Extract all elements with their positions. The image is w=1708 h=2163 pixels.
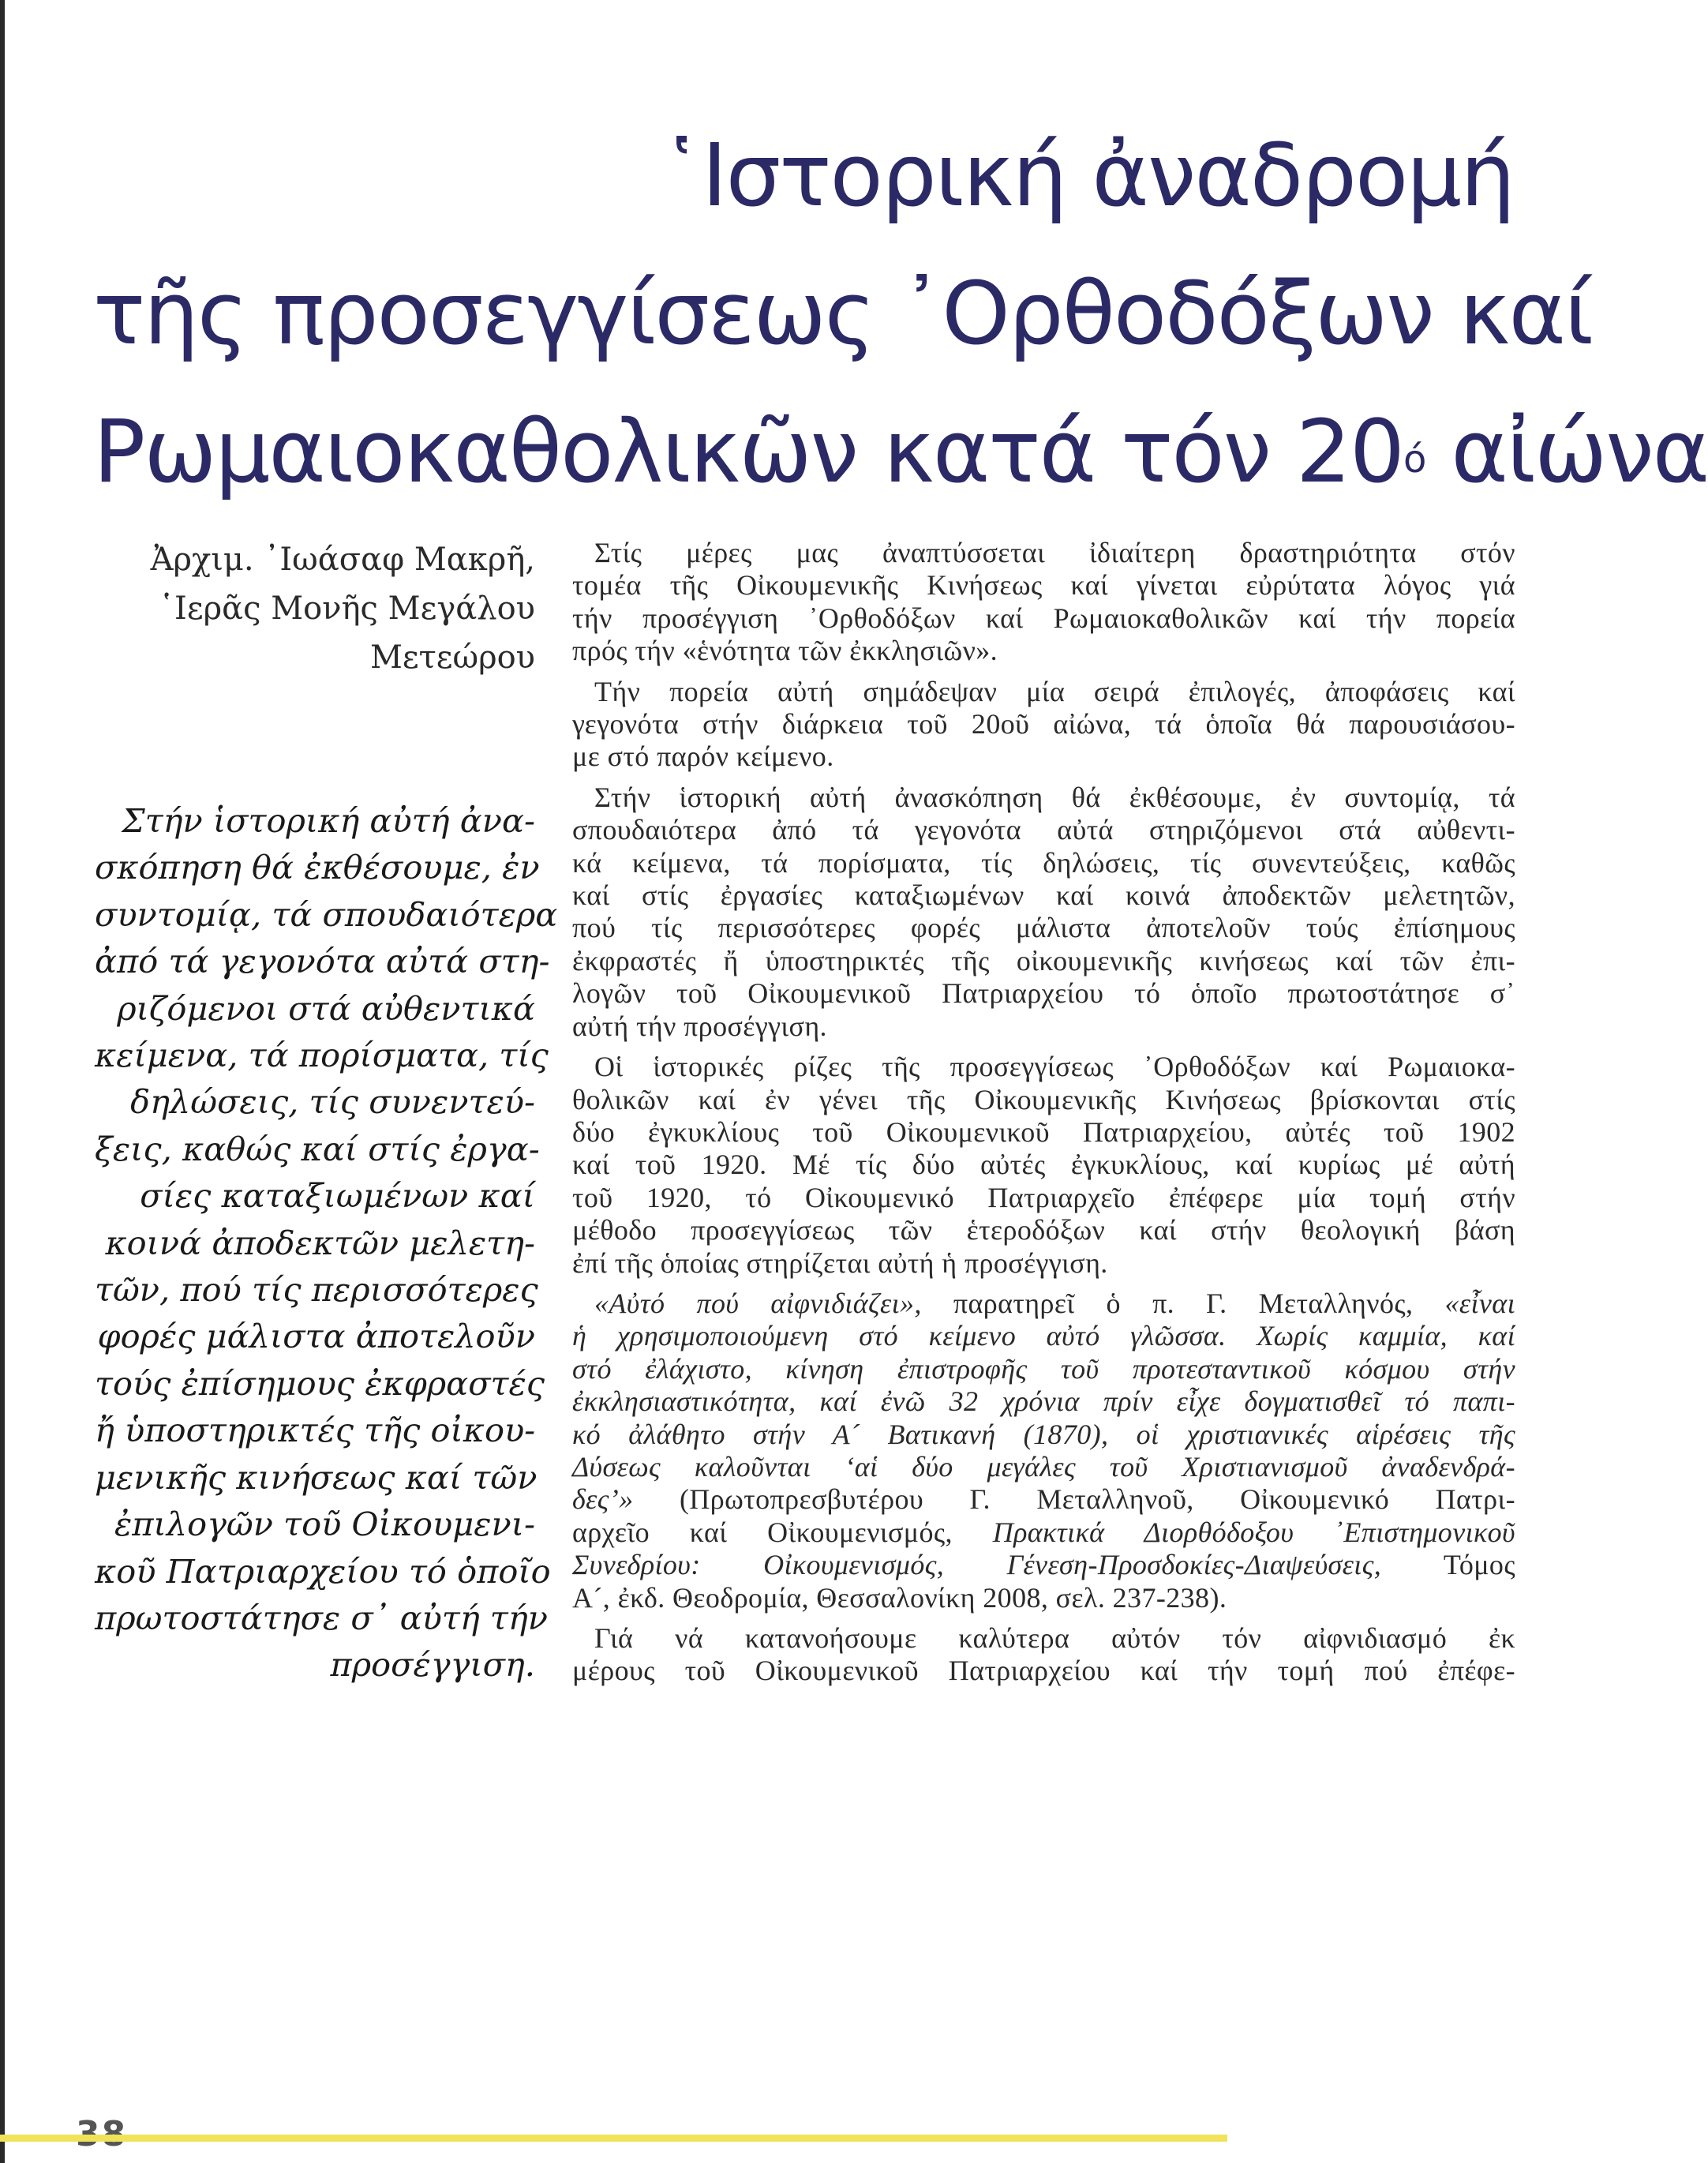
paragraph-5-quote <box>572 1288 1515 1614</box>
title-line-3-main: Ρωμαιοκαθολικῶν κατά τόν 20 <box>93 401 1404 502</box>
abstract-line: κοινά ἀποδεκτῶν μελετη- <box>105 1223 535 1262</box>
text-line: δύο ἐγκυκλίους τοῦ Οἰκουμενικοῦ Πατριαρχείου, αὐτές τοῦ 1902 <box>572 1115 1515 1148</box>
abstract-line: σκόπηση θά ἐκθέσουμε, ἐν <box>95 848 540 887</box>
paragraph-6 <box>572 1622 1515 1688</box>
abstract-line: Στήν ἱστορική αὐτή ἀνα- <box>122 801 535 840</box>
abstract-line: προσέγγιση. <box>330 1645 535 1685</box>
text-line <box>572 1516 1515 1549</box>
text-line: πού τίς περισσότερες φορές μάλιστα ἀποτελοῦν τούς ἐπίσημους <box>572 912 1515 944</box>
text-line: γεγονότα στήν διάρκεια τοῦ 20οῦ αἰώνα, τά ὁποῖα θά παρουσιάσου- <box>572 708 1515 740</box>
text-line: πρός τήν «ἑνότητα τῶν ἐκκλησιῶν». <box>572 635 998 667</box>
abstract-line: τούς ἐπίσημους ἐκφραστές <box>95 1363 545 1403</box>
text-line: τήν προσέγγιση ᾿Ορθοδόξων καί Ρωμαιοκαθολικῶν καί τήν πορεία <box>572 602 1515 634</box>
abstract-line: τῶν, πού τίς περισσότερες <box>95 1270 538 1310</box>
title-line-3-end: αἰώνα <box>1425 401 1708 502</box>
body-text-column <box>572 537 1515 1696</box>
quote-line: ἡ χρησιμοποιούμενη στό κείμενο αὐτό γλῶσσα. Χωρίς καμμία, καί <box>572 1320 1515 1352</box>
text-line: Τήν πορεία αὐτή σημάδεψαν μία σειρά ἐπιλογές, ἀποφάσεις καί <box>594 675 1515 707</box>
abstract-line: ἤ ὑποστηρικτές τῆς οἰκου- <box>95 1411 536 1450</box>
article-title <box>93 107 1708 521</box>
citation-title: Πρακτικά Διορθόδοξου ᾿Επιστημονικοῦ <box>992 1516 1515 1548</box>
abstract-line: δηλώσεις, τίς συνεντεύ- <box>130 1082 535 1122</box>
quote-line: στό ἐλάχιστο, κίνηση ἐπιστροφῆς τοῦ προτεσταντικοῦ κόσμου στήν <box>572 1352 1515 1385</box>
text-line: θολικῶν καί ἐν γένει τῆς Οἰκουμενικῆς Κινήσεως βρίσκονται στίς <box>572 1083 1515 1115</box>
title-superscript: ό <box>1403 437 1425 482</box>
text-line: σπουδαιότερα ἀπό τά γεγονότα αὐτά στηριζόμενοι στά αὐθεντι- <box>572 814 1515 846</box>
author-name: Ἀρχιμ. ᾿Ιωάσαφ Μακρῆ, <box>150 542 535 578</box>
text-line <box>572 1288 1515 1320</box>
quote-line: Δύσεως καλοῦνται ‘αἱ δύο μεγάλες τοῦ Χριστιανισμοῦ ἀναδενδρά- <box>572 1450 1515 1483</box>
text-fragment: Τόμος <box>1381 1549 1515 1581</box>
author-byline <box>79 535 535 682</box>
text-line: ἐκφραστές ἤ ὑποστηρικτές τῆς οἰκουμενικῆς κινήσεως καί τῶν ἐπι- <box>572 944 1515 977</box>
text-line: μέθοδο προσεγγίσεως τῶν ἑτεροδόξων καί στήν θεολογική βάση <box>572 1214 1515 1246</box>
title-line-3 <box>93 383 1708 521</box>
text-line: κά κείμενα, τά πορίσματα, τίς δηλώσεις, τίς συνεντεύξεις, καθῶς <box>572 846 1515 879</box>
text-line: καί τοῦ 1920. Μέ τίς δύο αὐτές ἐγκυκλίους, καί κυρίως μέ αὐτή <box>572 1149 1515 1181</box>
abstract-line: ἐπιλογῶν τοῦ Οἰκουμενι- <box>114 1505 535 1544</box>
text-line <box>572 1483 1515 1516</box>
abstract-line: ἀπό τά γεγονότα αὐτά στη- <box>95 942 550 981</box>
text-line: μέρους τοῦ Οἰκουμενικοῦ Πατριαρχείου καί τήν τομή πού ἐπέφε- <box>572 1655 1515 1687</box>
text-fragment: αρχεῖο καί Οἰκουμενισμός, <box>572 1516 993 1548</box>
text-line: τοῦ 1920, τό Οἰκουμενικό Πατριαρχεῖο ἐπέφερε μία τομή στήν <box>572 1181 1515 1213</box>
text-line: λογῶν τοῦ Οἰκουμενικοῦ Πατριαρχείου τό ὁποῖο πρωτοστάτησε σ᾿ <box>572 977 1515 1010</box>
title-line-1: ῾Ιστορική ἀναδρομή <box>660 125 1514 226</box>
abstract-line: κοῦ Πατριαρχείου τό ὁποῖο <box>95 1551 551 1591</box>
text-line: αὐτή τήν προσέγγιση. <box>572 1010 827 1042</box>
quote-line: ἐκκλησιαστικότητα, καί ἐνῶ 32 χρόνια πρίν εἶχε δογματισθεῖ τό παπι- <box>572 1385 1515 1418</box>
text-line: Στήν ἱστορική αὐτή ἀνασκόπηση θά ἐκθέσουμε, ἐν συντομίᾳ, τά <box>594 781 1515 813</box>
citation-title: Συνεδρίου: Οἰκουμενισμός, Γένεση-Προσδοκίες-Διαψεύσεις, <box>572 1549 1382 1581</box>
abstract-line: κείμενα, τά πορίσματα, τίς <box>95 1036 549 1075</box>
quote-line: κό ἀλάθητο στήν Α´ Βατικανή (1870), οἱ χριστιανικές αἱρέσεις τῆς <box>572 1418 1515 1450</box>
paragraph-2 <box>572 676 1515 774</box>
abstract-line: σίες καταξιωμένων καί <box>140 1176 535 1216</box>
text-line: Στίς μέρες μας ἀναπτύσσεται ἰδιαίτερη δραστηριότητα στόν <box>594 537 1515 568</box>
text-line: με στό παρόν κείμενο. <box>572 740 834 773</box>
abstract-line: ξεις, καθώς καί στίς ἐργα- <box>95 1129 540 1168</box>
abstract-line: φορές μάλιστα ἀποτελοῦν <box>97 1317 535 1356</box>
paragraph-4 <box>572 1051 1515 1280</box>
text-line: καί στίς ἐργασίες καταξιωμένων καί κοινά ἀποδεκτῶν μελετητῶν, <box>572 879 1515 912</box>
text-line: ἐπί τῆς ὁποίας στηρίζεται αὐτή ἡ προσέγγιση. <box>572 1246 1108 1279</box>
title-line-2: τῆς προσεγγίσεως ᾿Ορθοδόξων καί <box>93 263 1593 364</box>
author-affiliation-2: Μετεώρου <box>369 639 535 676</box>
text-line: Οἱ ἱστορικές ρίζες τῆς προσεγγίσεως ᾿Ορθοδόξων καί Ρωμαιοκα- <box>594 1051 1515 1083</box>
paragraph-1 <box>572 537 1515 668</box>
quote-fragment: «εἶναι <box>1444 1287 1515 1319</box>
text-line: τομέα τῆς Οἰκουμενικῆς Κινήσεως καί γίνεται εὐρύτατα λόγος γιά <box>572 569 1515 602</box>
quote-fragment: «Αὐτό πού αἰφνιδιάζει», <box>594 1287 922 1319</box>
text-fragment: (Πρωτοπρεσβυτέρου Γ. Μεταλληνοῦ, Οἰκουμενικό Πατρι- <box>633 1483 1515 1516</box>
abstract-pullquote <box>95 797 558 1689</box>
text-fragment: παρατηρεῖ ὁ π. Γ. Μεταλληνός, <box>921 1287 1445 1319</box>
abstract-line: πρωτοστάτησε σ᾿ αὐτή τήν <box>95 1598 548 1637</box>
quote-fragment: δες’» <box>572 1483 634 1516</box>
abstract-line: μενικῆς κινήσεως καί τῶν <box>95 1457 537 1497</box>
text-line <box>572 1549 1515 1581</box>
author-affiliation-1: ῾Ιερᾶς Μονῆς Μεγάλου <box>159 590 535 627</box>
abstract-line: συντομίᾳ, τά σπουδαιότερα <box>95 894 558 934</box>
page-binding-edge <box>0 0 5 2163</box>
paragraph-3 <box>572 782 1515 1043</box>
abstract-line: ριζόμενοι στά αὐθεντικά <box>117 988 535 1028</box>
footer-accent-bar <box>0 2135 1227 2142</box>
text-line: Α´, ἐκδ. Θεοδρομία, Θεσσαλονίκη 2008, σελ. 237-238). <box>572 1581 1227 1614</box>
text-line: Γιά νά κατανοήσουμε καλύτερα αὐτόν τόν αἰφνιδιασμό ἐκ <box>594 1622 1515 1654</box>
